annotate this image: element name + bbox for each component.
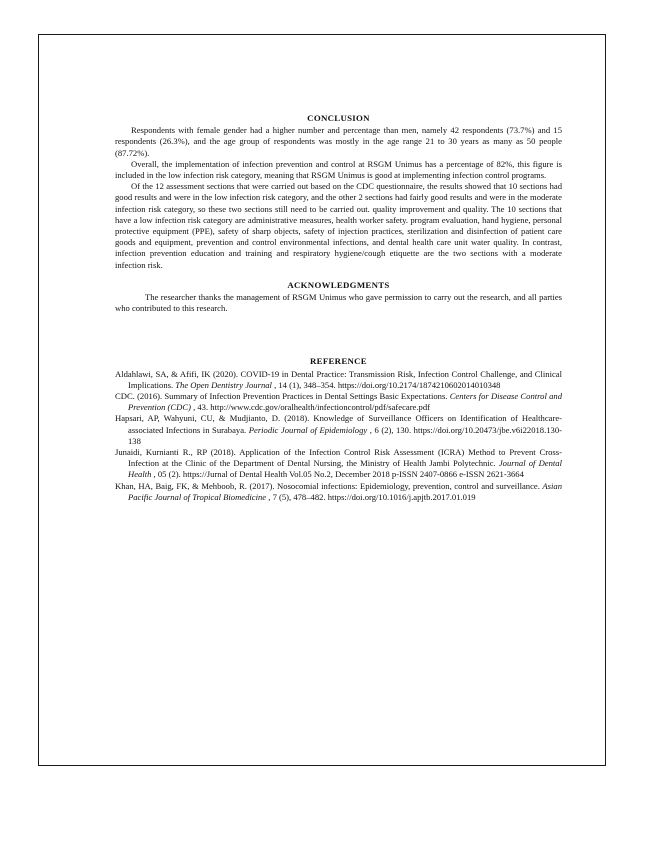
conclusion-paragraph-1: Respondents with female gender had a higher number and percentage than men, namely 42 respondents (73.7%) and 15 respondents (26.3%), and the age group of respondents was mostly in the age range 21 to 30 years as many as 50 people (87.72%). [115, 125, 562, 158]
acknowledgments-heading: ACKNOWLEDGMENTS [287, 279, 390, 290]
acknowledgments-section [115, 280, 562, 315]
acknowledgments-text: The researcher thanks the management of RSGM Unimus who gave permission to carry out the research, and all parties who contributed to this research. [115, 292, 562, 314]
reference-item: Junaidi, Kurnianti R., RP (2018). Application of the Infection Control Risk Assessment (ICRA) Method to Prevent Cross-Infection at the Clinic of the Department of Dental Nursing, the Ministry of Health Jambi Polytechnic. Journal of Dental Health , 05 (2). https://Jurnal of Dental Health Vol.05 No.2, December 2018 p-ISSN 2407-0866 e-ISSN 2621-3664 [115, 447, 562, 480]
conclusion-paragraph-2: Overall, the implementation of infection prevention and control at RSGM Unimus has a percentage of 82%, this figure is included in the low infection risk category, meaning that RSGM Unimus is good at implementing infection control programs. [115, 158, 562, 181]
document-body [115, 113, 562, 503]
reference-item: Aldahlawi, SA, & Afifi, IK (2020). COVID-19 in Dental Practice: Transmission Risk, Infection Control Challenge, and Clinical Implications. The Open Dentistry Journal , 14 (1), 348–354. https://doi.org/10.2174/1874210602014010348 [115, 368, 562, 390]
conclusion-paragraph-3: Of the 12 assessment sections that were carried out based on the CDC questionnaire, the results showed that 10 sections had good results and were in the low infection risk category, and the other 2 sections had fairly good results and were in the moderate infection risk category, so these two sections still need to be carried out. quality improvement and quality. The 10 sections that have a low infection risk category are administrative measures, health worker safety. program evaluation, hand hygiene, personal protective equipment (PPE), safety of sharp objects, safety of injection practices, sterilization and disinfection of patient care goods and equipment, prevention and control environmental infections, and dental health care unit water quality. In contrast, infection prevention education and training and respiratory hygiene/cough etiquette are the two sections with a moderate infection risk. [115, 181, 562, 270]
conclusion-heading: CONCLUSION [307, 113, 370, 123]
references-heading: REFERENCE [310, 356, 367, 367]
reference-item: Khan, HA, Baig, FK, & Mehboob, R. (2017). Nosocomial infections: Epidemiology, prevention, control and surveillance. Asian Pacific Journal of Tropical Biomedicine , 7 (5), 478–482. https://doi.org/10.1016/j.apjtb.2017.01.019 [115, 480, 562, 502]
reference-item: Hapsari, AP, Wahyuni, CU, & Mudjianto, D. (2018). Knowledge of Surveillance Officers on Identification of Healthcare-associated Infections in Surabaya. Periodic Journal of Epidemiology , 6 (2), 130. https://doi.org/10.20473/jbe.v6i22018.130-138 [115, 413, 562, 446]
conclusion-section [115, 113, 562, 271]
reference-item: CDC. (2016). Summary of Infection Prevention Practices in Dental Settings Basic Expectations. Centers for Disease Control and Prevention (CDC) , 43. http://www.cdc.gov/oralhealth/infectioncontrol/pdf/safecare.pdf [115, 391, 562, 413]
references-section [115, 356, 562, 503]
